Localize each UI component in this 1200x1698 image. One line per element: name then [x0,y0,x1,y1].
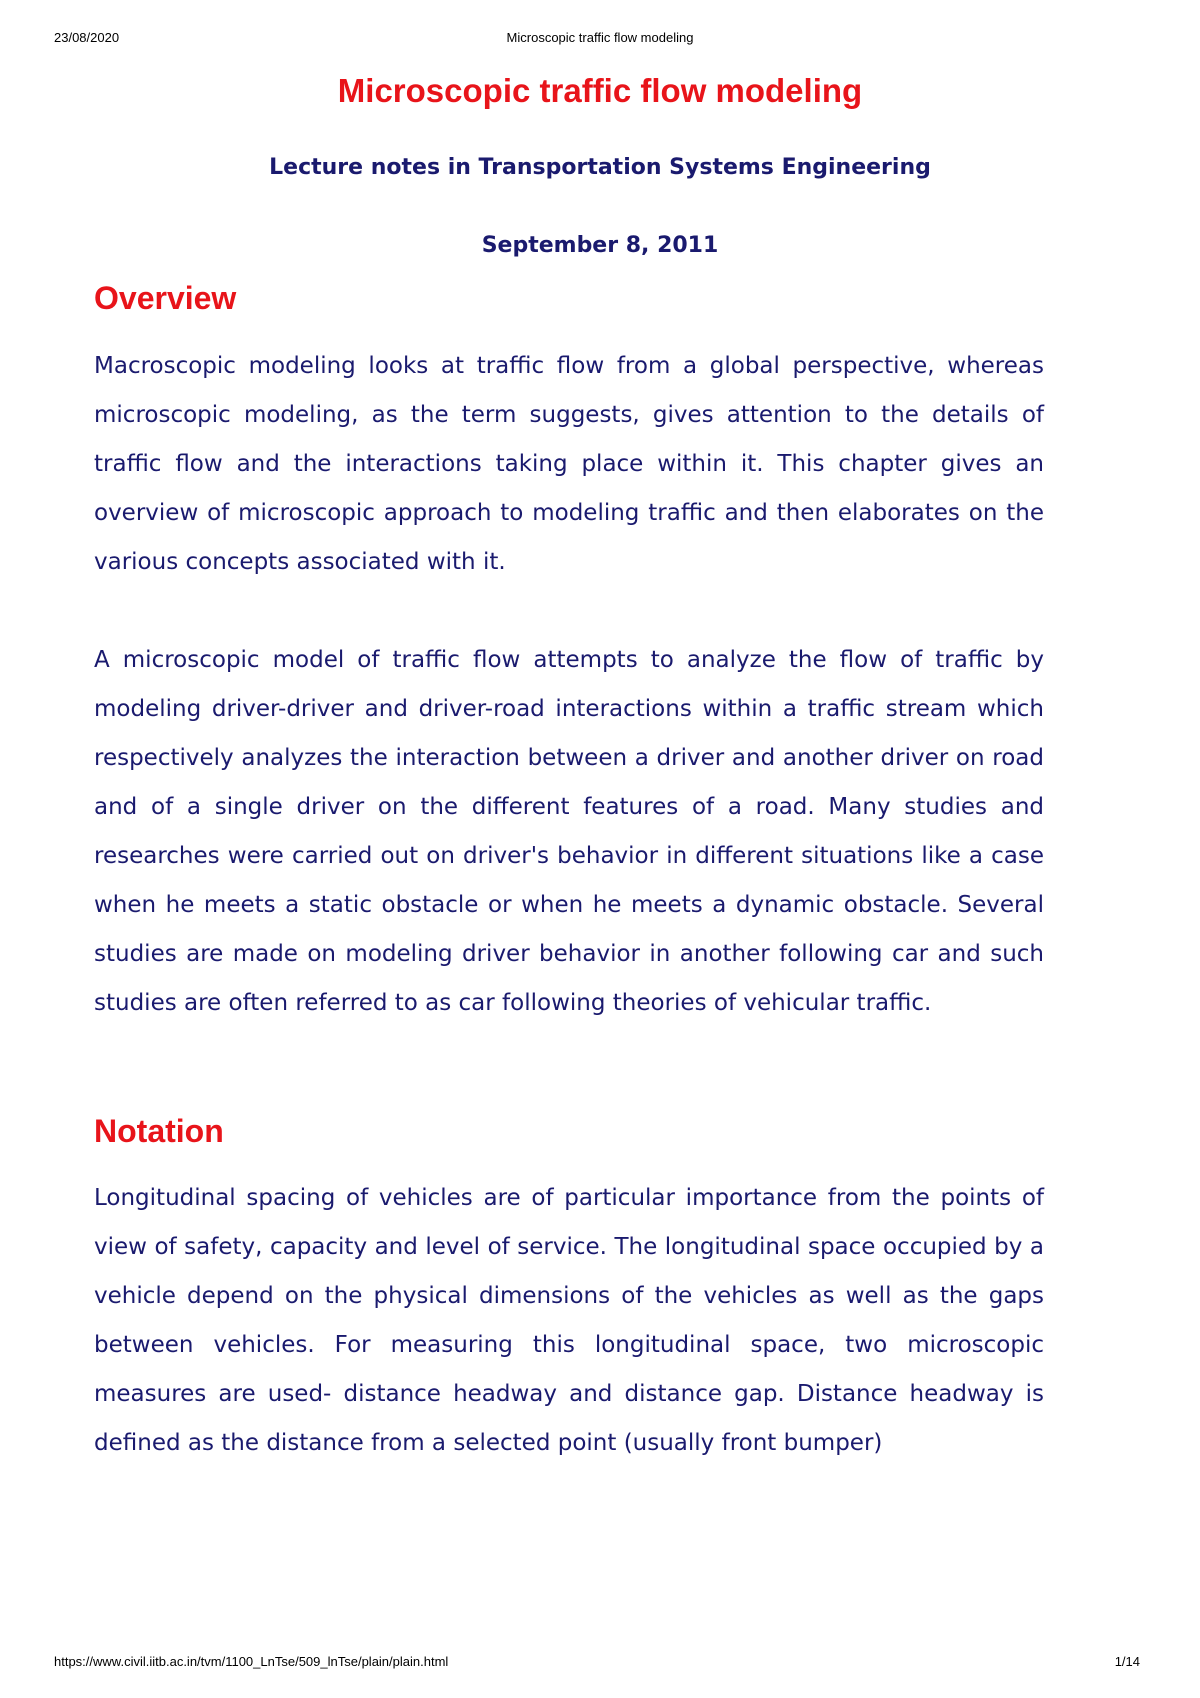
paragraph-notation-1: Longitudinal spacing of vehicles are of particular importance from the points of view of safety, capacity and level of service. The longitudinal space occupied by a vehicle depend on the physical dimensions of the vehicles as well as the gaps between vehicles. For measuring this longitudinal space, two microscopic measures are used- distance headway and distance gap. Distance headway is defined as the distance from a selected point (usually front bumper) [94,1185,1044,1456]
subtitle: Lecture notes in Transportation Systems Engineering [269,155,931,180]
paragraph-overview-1: Macroscopic modeling looks at traffic flow from a global perspective, whereas microscopic modeling, as the term suggests, gives attention to the details of traffic flow and the interactions taking place within it. This chapter gives an overview of microscopic approach to modeling traffic and then elaborates on the various concepts associated with it. [94,353,1044,575]
date-line: September 8, 2011 [481,233,719,258]
print-footer [0,1654,1200,1674]
print-doc-title: Microscopic traffic flow modeling [506,30,694,45]
page-number: 1/14 [1114,1654,1140,1669]
print-header [0,30,1200,50]
print-date: 23/08/2020 [54,30,120,45]
paragraph-overview-2: A microscopic model of traffic flow attempts to analyze the flow of traffic by modeling driver-driver and driver-road interactions within a traffic stream which respectively analyzes the interaction between a driver and another driver on road and of a single driver on the different features of a road. Many studies and researches were carried out on driver's behavior in different situations like a case when he meets a static obstacle or when he meets a dynamic obstacle. Several studies are made on modeling driver behavior in another following car and such studies are often referred to as car following theories of vehicular traffic. [94,647,1044,1016]
page-title: Microscopic traffic flow modeling [337,72,863,109]
section-heading-notation: Notation [94,1113,224,1149]
section-heading-overview: Overview [94,280,237,316]
print-url: https://www.civil.iitb.ac.in/tvm/1100_LnTse/509_lnTse/plain/plain.html [54,1654,449,1669]
